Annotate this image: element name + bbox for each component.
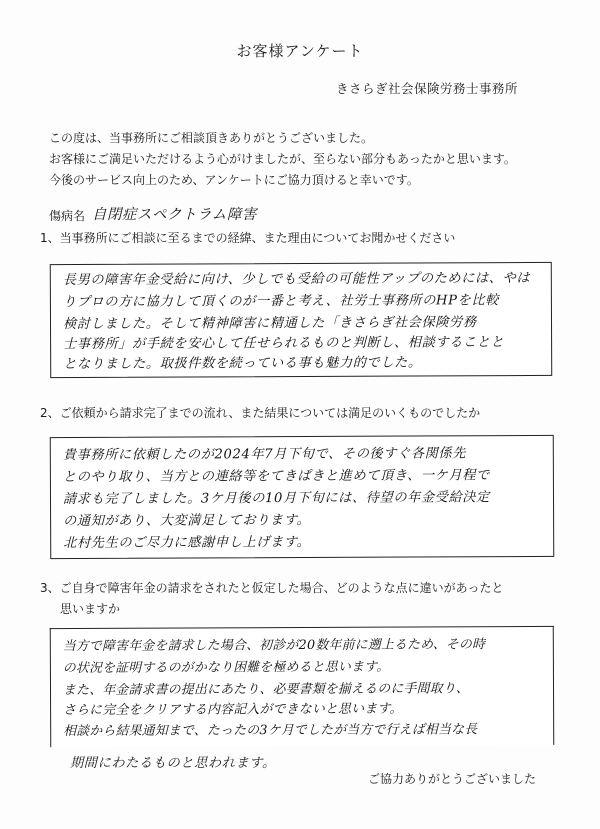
answer-line: 士事務所」が手続を安心して任せられるものと判断し、相談することと <box>63 335 505 353</box>
answer-line: 北村先生のご尽力に感謝申し上げます。 <box>63 534 311 552</box>
intro-text <box>49 128 516 191</box>
answer-box-3 <box>50 626 555 747</box>
answer-line: となりました。取扱件数を続っている事も魅力的でした。 <box>63 355 422 373</box>
answer-line: 請求も完了しました。3ケ月後の10月下旬には、待望の年金受給決定 <box>62 490 490 508</box>
question-line: 思いますか <box>60 602 121 616</box>
answer-line: の状況を証明するのがかなり困難を極めると思います。 <box>62 659 390 677</box>
disease-value: 自閉症スペクトラム障害 <box>92 207 257 223</box>
answer-line: とのやり取り、当方との連絡等をてきぱきと進めて頂き、一ケ月程で <box>62 468 490 486</box>
closing-thanks: ご協力ありがとうございました <box>367 772 536 786</box>
answer-line: 当方で障害年金を請求した場合、初診が20数年前に遡上るため、その時 <box>62 637 486 655</box>
answer-line: 長男の障害年金受給に向け、少しでも受給の可能性アップのためには、やは <box>62 270 531 289</box>
answer-line: りプロの方に協力して頂くのが一番と考え、社労士事務所のHPを比較 <box>62 293 499 311</box>
disease-label: 傷病名 <box>49 209 86 223</box>
question-2: 2、ご依頼から請求完了までの流れ、また結果については満足のいくものでしたか <box>40 406 481 420</box>
question-3 <box>40 578 504 620</box>
answer-line: 貴事務所に依頼したのが2024年7月下旬で、その後すぐ各関係先 <box>62 446 467 464</box>
question-line: 3、ご自身で障害年金の請求をされたと仮定した場合、どのような点に違いがあったと <box>40 581 504 595</box>
intro-line: 今後のサービス向上のため、アンケートにご協力頂けると幸いです。 <box>49 173 419 187</box>
answer-tail: 期間にわたるものと思われます。 <box>70 756 276 771</box>
office-name: きさらぎ社会保険労務士事務所 <box>335 81 518 96</box>
answer-line: 相談から結果通知まで、たったの3ケ月でしたが当方で行えば相当な長 <box>63 722 478 740</box>
answer-box-2 <box>50 435 555 559</box>
answer-line: 検討しました。そして精神障害に精通した「きさらぎ社会保険労務 <box>62 315 477 333</box>
question-1: 1、当事務所にご相談に至るまでの経緯、また理由についてお聞かせください <box>40 231 456 245</box>
page-title: お客様アンケート <box>236 42 364 60</box>
intro-line: お客様にご満足いただけるよう心がけましたが、至らない部分もあったかと思います。 <box>49 152 516 166</box>
answer-box-1 <box>50 262 552 378</box>
answer-line: また、年金請求書の提出にあたり、必要書類を揃えるのに手間取り、 <box>62 681 470 699</box>
answer-line: の通知があり、大変満足しております。 <box>63 512 311 530</box>
intro-line: この度は、当事務所にご相談頂きありがとうございました。 <box>49 131 374 145</box>
answer-line: さらに完全をクリアする内容記入ができないと思います。 <box>63 701 403 719</box>
